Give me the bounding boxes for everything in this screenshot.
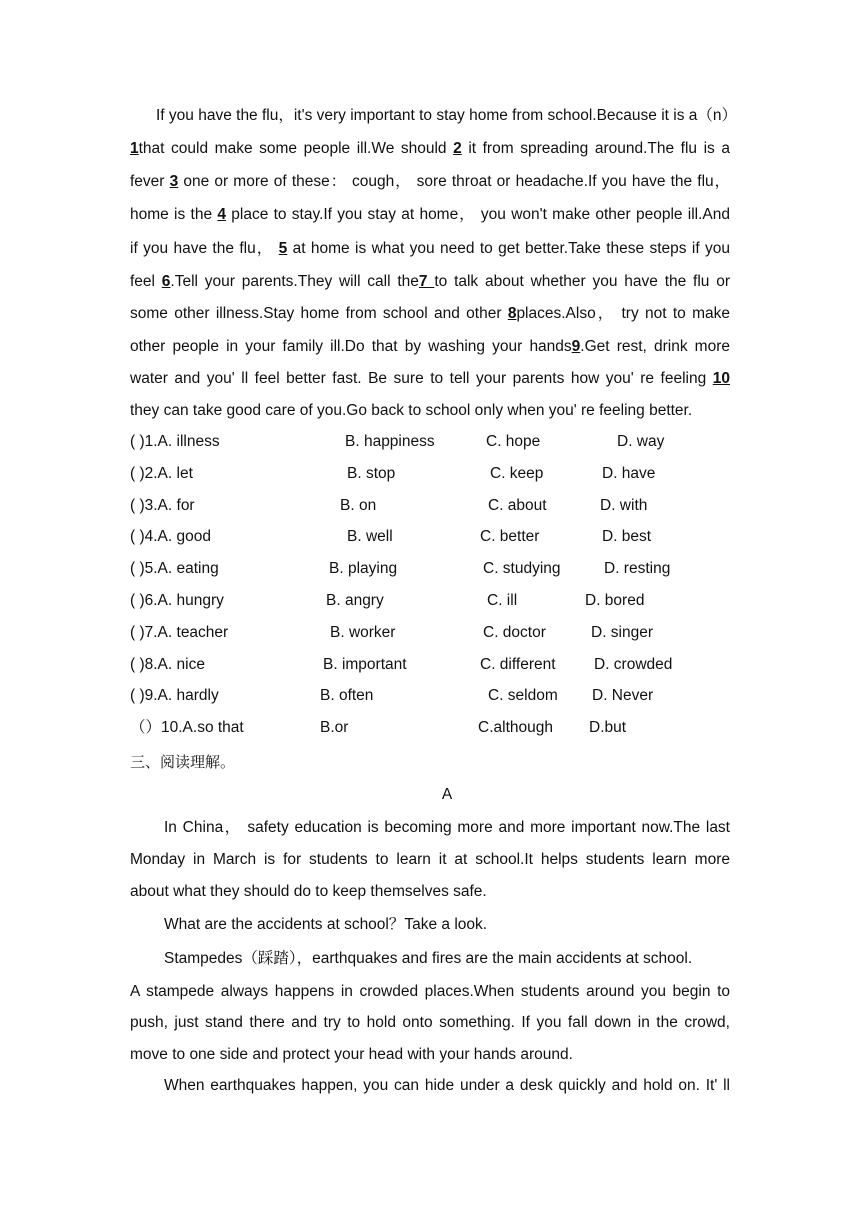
cloze-line xyxy=(130,272,730,292)
option-c: C. hope xyxy=(486,433,541,450)
question-number-option-a: （）10.A.so that xyxy=(130,719,244,736)
question-number-option-a: ( )4.A. good xyxy=(130,528,211,545)
question-number-option-a: ( )9.A. hardly xyxy=(130,687,219,704)
passage-text: .Get rest, drink more xyxy=(580,338,730,355)
cloze-line xyxy=(130,401,730,421)
passage-text: that could make some people ill.We should xyxy=(138,140,454,157)
reading-line: Monday in March is for students to learn it at school.It helps students learn more xyxy=(130,851,730,868)
option-c: C. better xyxy=(480,528,540,545)
cloze-line xyxy=(130,205,730,225)
option-c: C. doctor xyxy=(483,624,546,641)
blank-number: 1 xyxy=(130,140,139,157)
reading-line: about what they should do to keep themselves safe. xyxy=(130,883,487,900)
option-c: C. different xyxy=(480,656,556,673)
passage-text: water and you' ll feel better fast. Be sure to tell your parents how you' re feeling xyxy=(130,370,713,387)
option-c: C. ill xyxy=(487,592,518,609)
passage-text: at home is what you need to get better.Take these steps if you xyxy=(287,240,730,257)
passage-text: home is the xyxy=(130,206,218,223)
passage-text: some other illness.Stay home from school and other xyxy=(130,305,508,322)
option-d: D. Never xyxy=(592,687,654,704)
section-heading: 三、阅读理解。 xyxy=(130,753,236,771)
option-b: B. happiness xyxy=(345,433,435,450)
option-c: C. keep xyxy=(490,465,544,482)
blank-number: 10 xyxy=(712,370,730,387)
option-b: B.or xyxy=(320,719,349,736)
option-d: D. way xyxy=(617,433,665,450)
option-b: B. on xyxy=(340,497,377,514)
cloze-line xyxy=(130,139,730,159)
reading-line: Stampedes（踩踏），earthquakes and fires are the main accidents at school. xyxy=(164,950,693,967)
reading-line: A stampede always happens in crowded places.When students around you begin to xyxy=(130,983,730,1000)
passage-text: feel xyxy=(130,273,162,290)
blank-number: 3 xyxy=(169,173,179,190)
passage-text: fever xyxy=(130,173,170,190)
cloze-line xyxy=(156,106,742,126)
option-d: D.but xyxy=(589,719,627,736)
blank-number: 8 xyxy=(507,305,517,322)
option-d: D. crowded xyxy=(594,656,673,673)
question-number-option-a: ( )3.A. for xyxy=(130,497,195,514)
option-d: D. singer xyxy=(591,624,654,641)
option-d: D. bored xyxy=(585,592,645,609)
option-b: B. important xyxy=(323,656,407,673)
passage-text: it from spreading around.The flu is a xyxy=(461,140,730,157)
reading-line: When earthquakes happen, you can hide under a desk quickly and hold on. It' ll xyxy=(164,1077,730,1094)
question-number-option-a: ( )7.A. teacher xyxy=(130,624,229,641)
blank-number: 4 xyxy=(217,206,226,223)
cloze-line xyxy=(130,369,730,389)
reading-line: In China， safety education is becoming more and more important now.The last xyxy=(164,819,730,836)
option-c: C. seldom xyxy=(488,687,558,704)
passage-text: place to stay.If you stay at home， you won't make other people ill.And xyxy=(225,206,731,223)
blank-number: 5 xyxy=(278,240,288,257)
passage-text: .Tell your parents.They will call the xyxy=(170,273,419,290)
cloze-line xyxy=(130,337,730,357)
blank-number: 2 xyxy=(453,140,462,157)
passage-text: If you have the flu，it's very important to stay home from school.Because it is a（n） xyxy=(156,107,738,124)
option-b: B. worker xyxy=(330,624,396,641)
option-c: C.although xyxy=(478,719,553,736)
option-d: D. resting xyxy=(604,560,671,577)
passage-label: A xyxy=(441,786,453,803)
reading-line: What are the accidents at school？Take a look. xyxy=(164,916,488,933)
option-b: B. stop xyxy=(347,465,396,482)
passage-text: if you have the flu， xyxy=(130,240,279,257)
question-number-option-a: ( )2.A. let xyxy=(130,465,193,482)
option-d: D. with xyxy=(600,497,648,514)
question-number-option-a: ( )5.A. eating xyxy=(130,560,219,577)
passage-text: they can take good care of you.Go back to school only when you' re feeling better. xyxy=(130,402,693,419)
cloze-line xyxy=(130,239,730,259)
reading-line: move to one side and protect your head with your hands around. xyxy=(130,1046,573,1063)
blank-number: 7 xyxy=(418,273,435,290)
option-b: B. playing xyxy=(329,560,398,577)
passage-text: other people in your family ill.Do that by washing your hands xyxy=(130,338,572,355)
option-b: B. often xyxy=(320,687,374,704)
question-number-option-a: ( )8.A. nice xyxy=(130,656,205,673)
option-d: D. have xyxy=(602,465,656,482)
option-c: C. studying xyxy=(483,560,561,577)
option-b: B. well xyxy=(347,528,393,545)
option-c: C. about xyxy=(488,497,547,514)
option-d: D. best xyxy=(602,528,652,545)
option-b: B. angry xyxy=(326,592,384,609)
reading-line: push, just stand there and try to hold onto something. If you fall down in the crowd, xyxy=(130,1014,730,1031)
passage-text: to talk about whether you have the flu or xyxy=(434,273,730,290)
cloze-line xyxy=(130,172,730,192)
blank-number: 6 xyxy=(161,273,171,290)
blank-number: 9 xyxy=(571,338,581,355)
question-number-option-a: ( )6.A. hungry xyxy=(130,592,224,609)
question-number-option-a: ( )1.A. illness xyxy=(130,433,220,450)
cloze-line xyxy=(130,304,730,324)
passage-text: one or more of these： cough， sore throat or headache.If you have the flu， xyxy=(178,173,730,190)
passage-text: places.Also， try not to make xyxy=(516,305,730,322)
